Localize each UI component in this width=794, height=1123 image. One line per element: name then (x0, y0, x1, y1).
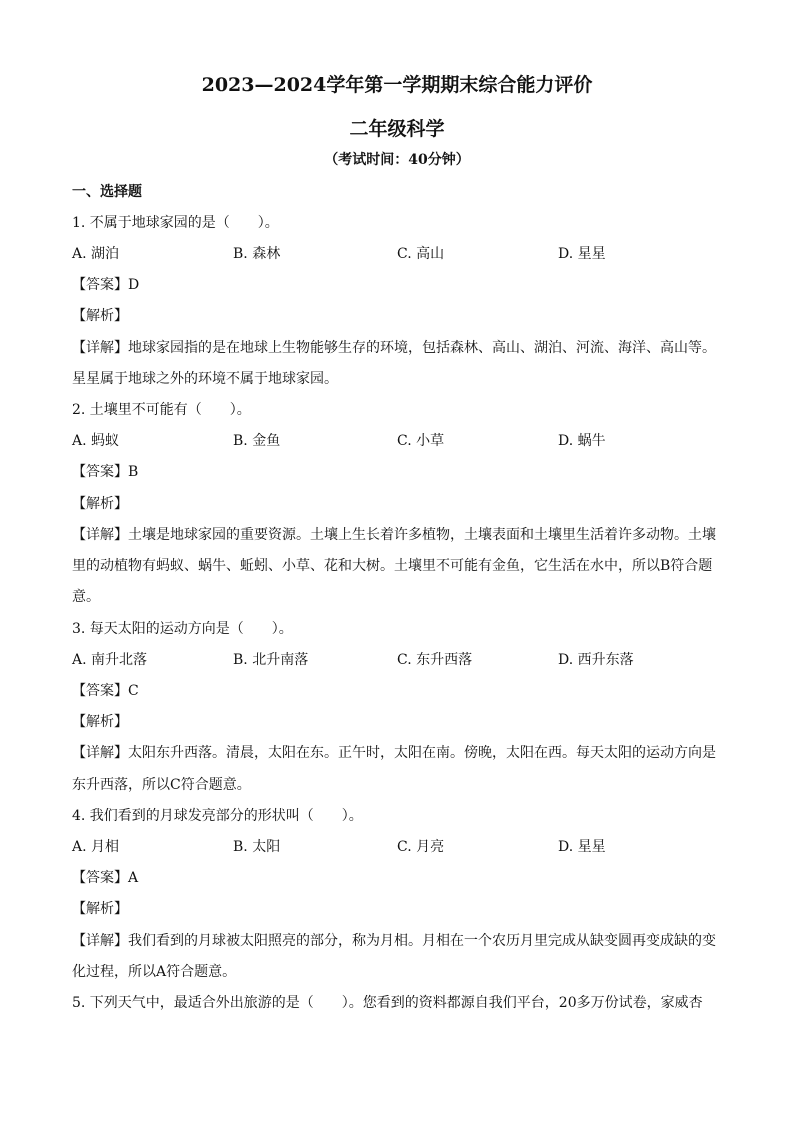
option-a: A. 南升北落 (72, 652, 148, 668)
question-4-answer: 【答案】A (72, 870, 139, 886)
question-3-detail-line: 【详解】太阳东升西落。清晨，太阳在东。正午时，太阳在南。傍晚，太阳在西。每天太阳的运动方向是 (72, 745, 716, 761)
question-4-stem: 4. 我们看到的月球发亮部分的形状叫（ ）。 (72, 808, 363, 824)
option-b: B. 森林 (233, 246, 281, 262)
question-2-detail-line: 意。 (72, 589, 100, 605)
question-1-analysis-label: 【解析】 (72, 308, 128, 324)
option-d: D. 蜗牛 (558, 433, 606, 449)
exam-time: （考试时间：40分钟） (324, 152, 470, 168)
option-d: D. 星星 (558, 839, 606, 855)
option-c: C. 月亮 (397, 839, 445, 855)
exam-title: 2023—2024学年第一学期期末综合能力评价 (201, 74, 593, 96)
question-4-detail-line: 化过程，所以A符合题意。 (72, 964, 237, 980)
question-3-analysis-label: 【解析】 (72, 714, 128, 730)
option-a: A. 月相 (72, 839, 120, 855)
option-c: C. 高山 (397, 246, 445, 262)
question-1-detail-line: 【详解】地球家园指的是在地球上生物能够生存的环境，包括森林、高山、湖泊、河流、海洋、高山等。 (72, 340, 716, 356)
option-c: C. 小草 (397, 433, 445, 449)
question-2-detail-line: 【详解】土壤是地球家园的重要资源。土壤上生长着许多植物，土壤表面和土壤里生活着许多动物。土壤 (72, 527, 716, 543)
option-c: C. 东升西落 (397, 652, 473, 668)
question-1-answer: 【答案】D (72, 277, 140, 293)
question-2-answer: 【答案】B (72, 464, 139, 480)
option-a: A. 蚂蚁 (72, 433, 120, 449)
option-b: B. 太阳 (233, 839, 281, 855)
question-5-stem: 5. 下列天气中，最适合外出旅游的是（ ）。您看到的资料都源自我们平台，20多万份试卷，家威杏 (72, 995, 703, 1011)
option-b: B. 北升南落 (233, 652, 309, 668)
question-3-detail-line: 东升西落，所以C符合题意。 (72, 777, 251, 793)
question-4-detail-line: 【详解】我们看到的月球被太阳照亮的部分，称为月相。月相在一个农历月里完成从缺变圆再变成缺的变 (72, 933, 716, 949)
option-a: A. 湖泊 (72, 246, 120, 262)
exam-subtitle: 二年级科学 (349, 118, 445, 140)
question-1-detail-line: 星星属于地球之外的环境不属于地球家园。 (72, 371, 338, 387)
question-1-stem: 1. 不属于地球家园的是（ ）。 (72, 215, 279, 231)
question-3-answer: 【答案】C (72, 683, 139, 699)
question-2-stem: 2. 土壤里不可能有（ ）。 (72, 402, 251, 418)
question-2-detail-line: 里的动植物有蚂蚁、蜗牛、蚯蚓、小草、花和大树。土壤里不可能有金鱼，它生活在水中，所以B符合题 (72, 558, 713, 574)
question-4-analysis-label: 【解析】 (72, 901, 128, 917)
option-d: D. 星星 (558, 246, 606, 262)
question-3-stem: 3. 每天太阳的运动方向是（ ）。 (72, 621, 293, 637)
section-title: 一、选择题 (72, 184, 142, 200)
option-b: B. 金鱼 (233, 433, 281, 449)
option-d: D. 西升东落 (558, 652, 634, 668)
question-2-analysis-label: 【解析】 (72, 496, 128, 512)
